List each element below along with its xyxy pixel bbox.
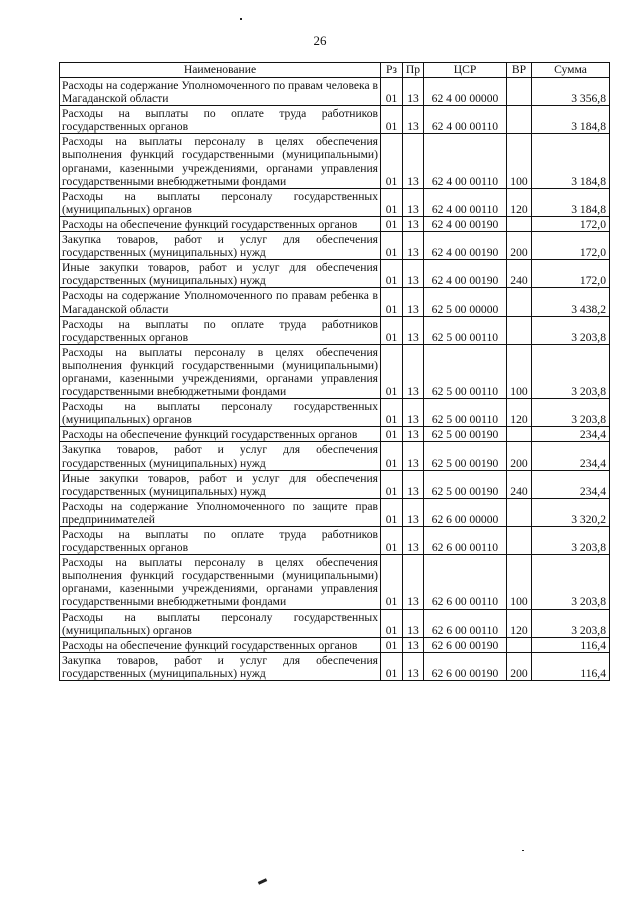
row-pr: 13 [403,316,424,344]
row-vr [507,527,532,555]
row-sum: 234,4 [532,427,610,442]
row-name: Расходы на содержание Уполномоченного по правам ребенка в Магаданской области [60,288,381,316]
row-csr: 62 6 00 00110 [424,527,507,555]
row-sum: 3 203,8 [532,527,610,555]
row-name: Расходы на содержание Уполномоченного по правам человека в Магаданской области [60,78,381,106]
row-name: Закупка товаров, работ и услуг для обеспечения государственных (муниципальных) нужд [60,652,381,680]
row-name: Закупка товаров, работ и услуг для обеспечения государственных (муниципальных) нужд [60,232,381,260]
table-row [60,344,610,398]
scan-speck-bottom-right [522,850,524,851]
row-sum: 3 203,8 [532,316,610,344]
row-sum: 172,0 [532,232,610,260]
row-sum: 3 184,8 [532,188,610,216]
row-name: Расходы на выплаты персоналу государственных (муниципальных) органов [60,609,381,637]
row-rz: 01 [381,78,403,106]
row-rz: 01 [381,637,403,652]
row-csr: 62 4 00 00110 [424,134,507,188]
row-pr: 13 [403,78,424,106]
row-sum: 3 184,8 [532,134,610,188]
row-name: Иные закупки товаров, работ и услуг для обеспечения государственных (муниципальных) нужд [60,260,381,288]
row-vr [507,216,532,231]
row-rz: 01 [381,106,403,134]
row-rz: 01 [381,134,403,188]
scan-mark-bottom [258,878,267,885]
table-row [60,555,610,609]
table-row [60,652,610,680]
table-row [60,316,610,344]
row-vr: 100 [507,134,532,188]
header-name: Наименование [60,63,381,78]
row-vr: 240 [507,470,532,498]
row-rz: 01 [381,527,403,555]
row-name: Расходы на выплаты персоналу в целях обеспечения выполнения функций государственными (муниципальными) органами, казенными учреждениями, органами управления государственными внебюджетными фондами [60,344,381,398]
header-vr: ВР [507,63,532,78]
row-csr: 62 5 00 00190 [424,427,507,442]
header-csr: ЦСР [424,63,507,78]
row-pr: 13 [403,134,424,188]
row-name: Расходы на обеспечение функций государственных органов [60,427,381,442]
header-pr: Пр [403,63,424,78]
row-pr: 13 [403,652,424,680]
row-vr [507,498,532,526]
table-row [60,637,610,652]
table-row [60,106,610,134]
row-sum: 116,4 [532,637,610,652]
row-pr: 13 [403,288,424,316]
row-rz: 01 [381,498,403,526]
row-csr: 62 4 00 00000 [424,78,507,106]
row-name: Иные закупки товаров, работ и услуг для обеспечения государственных (муниципальных) нужд [60,470,381,498]
budget-table [59,62,610,681]
row-csr: 62 5 00 00190 [424,470,507,498]
row-rz: 01 [381,260,403,288]
row-csr: 62 4 00 00190 [424,216,507,231]
scan-speck-top [240,18,242,20]
row-sum: 172,0 [532,260,610,288]
row-csr: 62 6 00 00110 [424,555,507,609]
row-rz: 01 [381,470,403,498]
table-row [60,78,610,106]
row-name: Расходы на выплаты персоналу государственных (муниципальных) органов [60,188,381,216]
row-vr: 100 [507,344,532,398]
row-csr: 62 6 00 00190 [424,652,507,680]
table-row [60,470,610,498]
row-csr: 62 5 00 00110 [424,316,507,344]
row-sum: 172,0 [532,216,610,231]
row-csr: 62 5 00 00110 [424,344,507,398]
page-number: 26 [313,33,327,48]
row-pr: 13 [403,232,424,260]
row-rz: 01 [381,316,403,344]
row-vr: 200 [507,442,532,470]
table-row [60,288,610,316]
row-pr: 13 [403,216,424,231]
row-name: Расходы на выплаты персоналу в целях обеспечения выполнения функций государственными (муниципальными) органами, казенными учреждениями, органами управления государственными внебюджетными фондами [60,134,381,188]
row-vr: 120 [507,609,532,637]
row-pr: 13 [403,442,424,470]
row-sum: 3 356,8 [532,78,610,106]
row-sum: 234,4 [532,442,610,470]
row-sum: 3 203,8 [532,344,610,398]
row-csr: 62 5 00 00000 [424,288,507,316]
table-row [60,232,610,260]
row-name: Расходы на выплаты по оплате труда работников государственных органов [60,106,381,134]
row-rz: 01 [381,232,403,260]
row-vr [507,288,532,316]
row-vr [507,78,532,106]
header-sum: Сумма [532,63,610,78]
table-row [60,427,610,442]
row-pr: 13 [403,527,424,555]
row-name: Расходы на обеспечение функций государственных органов [60,216,381,231]
row-rz: 01 [381,652,403,680]
row-pr: 13 [403,188,424,216]
table-body [60,78,610,681]
row-pr: 13 [403,555,424,609]
row-rz: 01 [381,216,403,231]
row-csr: 62 4 00 00110 [424,106,507,134]
row-sum: 3 203,8 [532,399,610,427]
row-name: Расходы на выплаты персоналу государственных (муниципальных) органов [60,399,381,427]
row-pr: 13 [403,470,424,498]
row-name: Закупка товаров, работ и услуг для обеспечения государственных (муниципальных) нужд [60,442,381,470]
table-row [60,609,610,637]
row-name: Расходы на обеспечение функций государственных органов [60,637,381,652]
row-vr [507,637,532,652]
row-csr: 62 4 00 00190 [424,232,507,260]
row-vr [507,106,532,134]
table-row [60,216,610,231]
table-row [60,399,610,427]
table-row [60,188,610,216]
table-row [60,260,610,288]
row-rz: 01 [381,609,403,637]
row-rz: 01 [381,288,403,316]
table-row [60,527,610,555]
row-sum: 3 184,8 [532,106,610,134]
table-row [60,134,610,188]
row-csr: 62 6 00 00190 [424,637,507,652]
row-sum: 3 320,2 [532,498,610,526]
table-row [60,498,610,526]
header-rz: Рз [381,63,403,78]
row-pr: 13 [403,637,424,652]
row-csr: 62 5 00 00110 [424,399,507,427]
row-sum: 3 203,8 [532,609,610,637]
row-name: Расходы на выплаты по оплате труда работников государственных органов [60,527,381,555]
row-vr: 100 [507,555,532,609]
row-rz: 01 [381,427,403,442]
row-csr: 62 6 00 00110 [424,609,507,637]
row-vr: 200 [507,232,532,260]
row-csr: 62 6 00 00000 [424,498,507,526]
row-vr: 240 [507,260,532,288]
table-header-row [60,63,610,78]
row-csr: 62 4 00 00110 [424,188,507,216]
row-vr [507,427,532,442]
row-vr: 200 [507,652,532,680]
row-vr: 120 [507,399,532,427]
row-vr: 120 [507,188,532,216]
row-name: Расходы на выплаты персоналу в целях обеспечения выполнения функций государственными (муниципальными) органами, казенными учреждениями, органами управления государственными внебюджетными фондами [60,555,381,609]
row-rz: 01 [381,399,403,427]
row-name: Расходы на выплаты по оплате труда работников государственных органов [60,316,381,344]
row-sum: 3 203,8 [532,555,610,609]
row-name: Расходы на содержание Уполномоченного по защите прав предпринимателей [60,498,381,526]
row-pr: 13 [403,106,424,134]
row-rz: 01 [381,442,403,470]
row-pr: 13 [403,260,424,288]
row-rz: 01 [381,555,403,609]
row-csr: 62 4 00 00190 [424,260,507,288]
row-rz: 01 [381,188,403,216]
table-row [60,442,610,470]
row-sum: 3 438,2 [532,288,610,316]
row-pr: 13 [403,344,424,398]
row-csr: 62 5 00 00190 [424,442,507,470]
row-pr: 13 [403,609,424,637]
row-pr: 13 [403,427,424,442]
row-pr: 13 [403,399,424,427]
row-sum: 234,4 [532,470,610,498]
row-vr [507,316,532,344]
row-pr: 13 [403,498,424,526]
row-rz: 01 [381,344,403,398]
row-sum: 116,4 [532,652,610,680]
